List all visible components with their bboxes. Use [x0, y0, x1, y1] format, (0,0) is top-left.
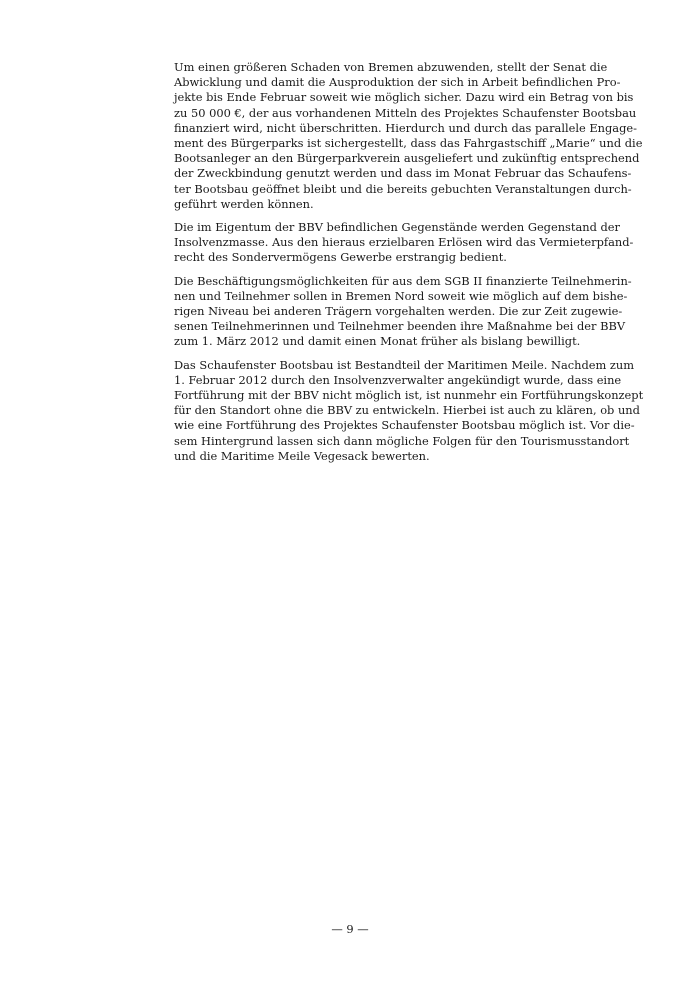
paragraph-employment [174, 273, 632, 350]
text-line: Das Schaufenster Bootsbau ist Bestandteil der Maritimen Meile. Nachdem zum [174, 357, 635, 372]
text-line: sem Hintergrund lassen sich dann mögliche Folgen für den Tourismusstandort [174, 433, 630, 448]
text-line: Insolvenzmasse. Aus den hieraus erzielbaren Erlösen wird das Vermieterpfand- [174, 235, 634, 250]
text-line: wie eine Fortführung des Projektes Schaufenster Bootsbau möglich ist. Vor die- [174, 418, 635, 433]
text-line: und die Maritime Meile Vegesack bewerten. [174, 448, 430, 463]
text-line: Abwicklung und damit die Ausproduktion der sich in Arbeit befindlichen Pro- [174, 75, 621, 90]
text-line: jekte bis Ende Februar soweit wie möglich sicher. Dazu wird ein Betrag von bis [174, 90, 634, 105]
text-line: senen Teilnehmerinnen und Teilnehmer beenden ihre Maßnahme bei der BBV [174, 319, 626, 334]
text-line: Bootsanleger an den Bürgerparkverein ausgeliefert und zukünftig entsprechend [174, 151, 640, 166]
text-line: zum 1. März 2012 und damit einen Monat früher als bislang bewilligt. [174, 334, 581, 349]
page-number: — 9 — [331, 922, 369, 936]
paragraph-senate-measures [174, 60, 643, 212]
text-line: Die Beschäftigungsmöglichkeiten für aus dem SGB II finanzierte Teilnehmerin- [174, 273, 632, 288]
text-line: ment des Bürgerparks ist sichergestellt, dass das Fahrgastschiff „Marie“ und die [174, 136, 643, 151]
document-body [174, 60, 644, 472]
text-line: ter Bootsbau geöffnet bleibt und die bereits gebuchten Veranstaltungen durch- [174, 181, 632, 196]
text-line: zu 50 000 €, der aus vorhandenen Mitteln des Projektes Schaufenster Bootsbau [174, 105, 637, 120]
text-line: recht des Sondervermögens Gewerbe erstrangig bedient. [174, 250, 507, 265]
text-line: nen und Teilnehmer sollen in Bremen Nord soweit wie möglich auf dem bishe- [174, 288, 628, 303]
text-line: Fortführung mit der BBV nicht möglich ist, ist nunmehr ein Fortführungskonzept [174, 388, 644, 403]
text-line: rigen Niveau bei anderen Trägern vorgehalten werden. Die zur Zeit zugewie- [174, 304, 623, 319]
text-line: 1. Februar 2012 durch den Insolvenzverwalter angekündigt wurde, dass eine [174, 372, 622, 387]
text-line: finanziert wird, nicht überschritten. Hierdurch und durch das parallele Engage- [174, 120, 637, 135]
text-line: Um einen größeren Schaden von Bremen abzuwenden, stellt der Senat die [174, 60, 608, 74]
text-line: Die im Eigentum der BBV befindlichen Gegenstände werden Gegenstand der [174, 220, 620, 235]
paragraph-insolvency-assets [174, 220, 634, 266]
paragraph-maritime-mile [174, 357, 644, 464]
text-line: geführt werden können. [174, 196, 314, 211]
text-line: für den Standort ohne die BBV zu entwickeln. Hierbei ist auch zu klären, ob und [174, 403, 640, 418]
text-line: der Zweckbindung genutzt werden und dass im Monat Februar das Schaufens- [174, 166, 632, 181]
